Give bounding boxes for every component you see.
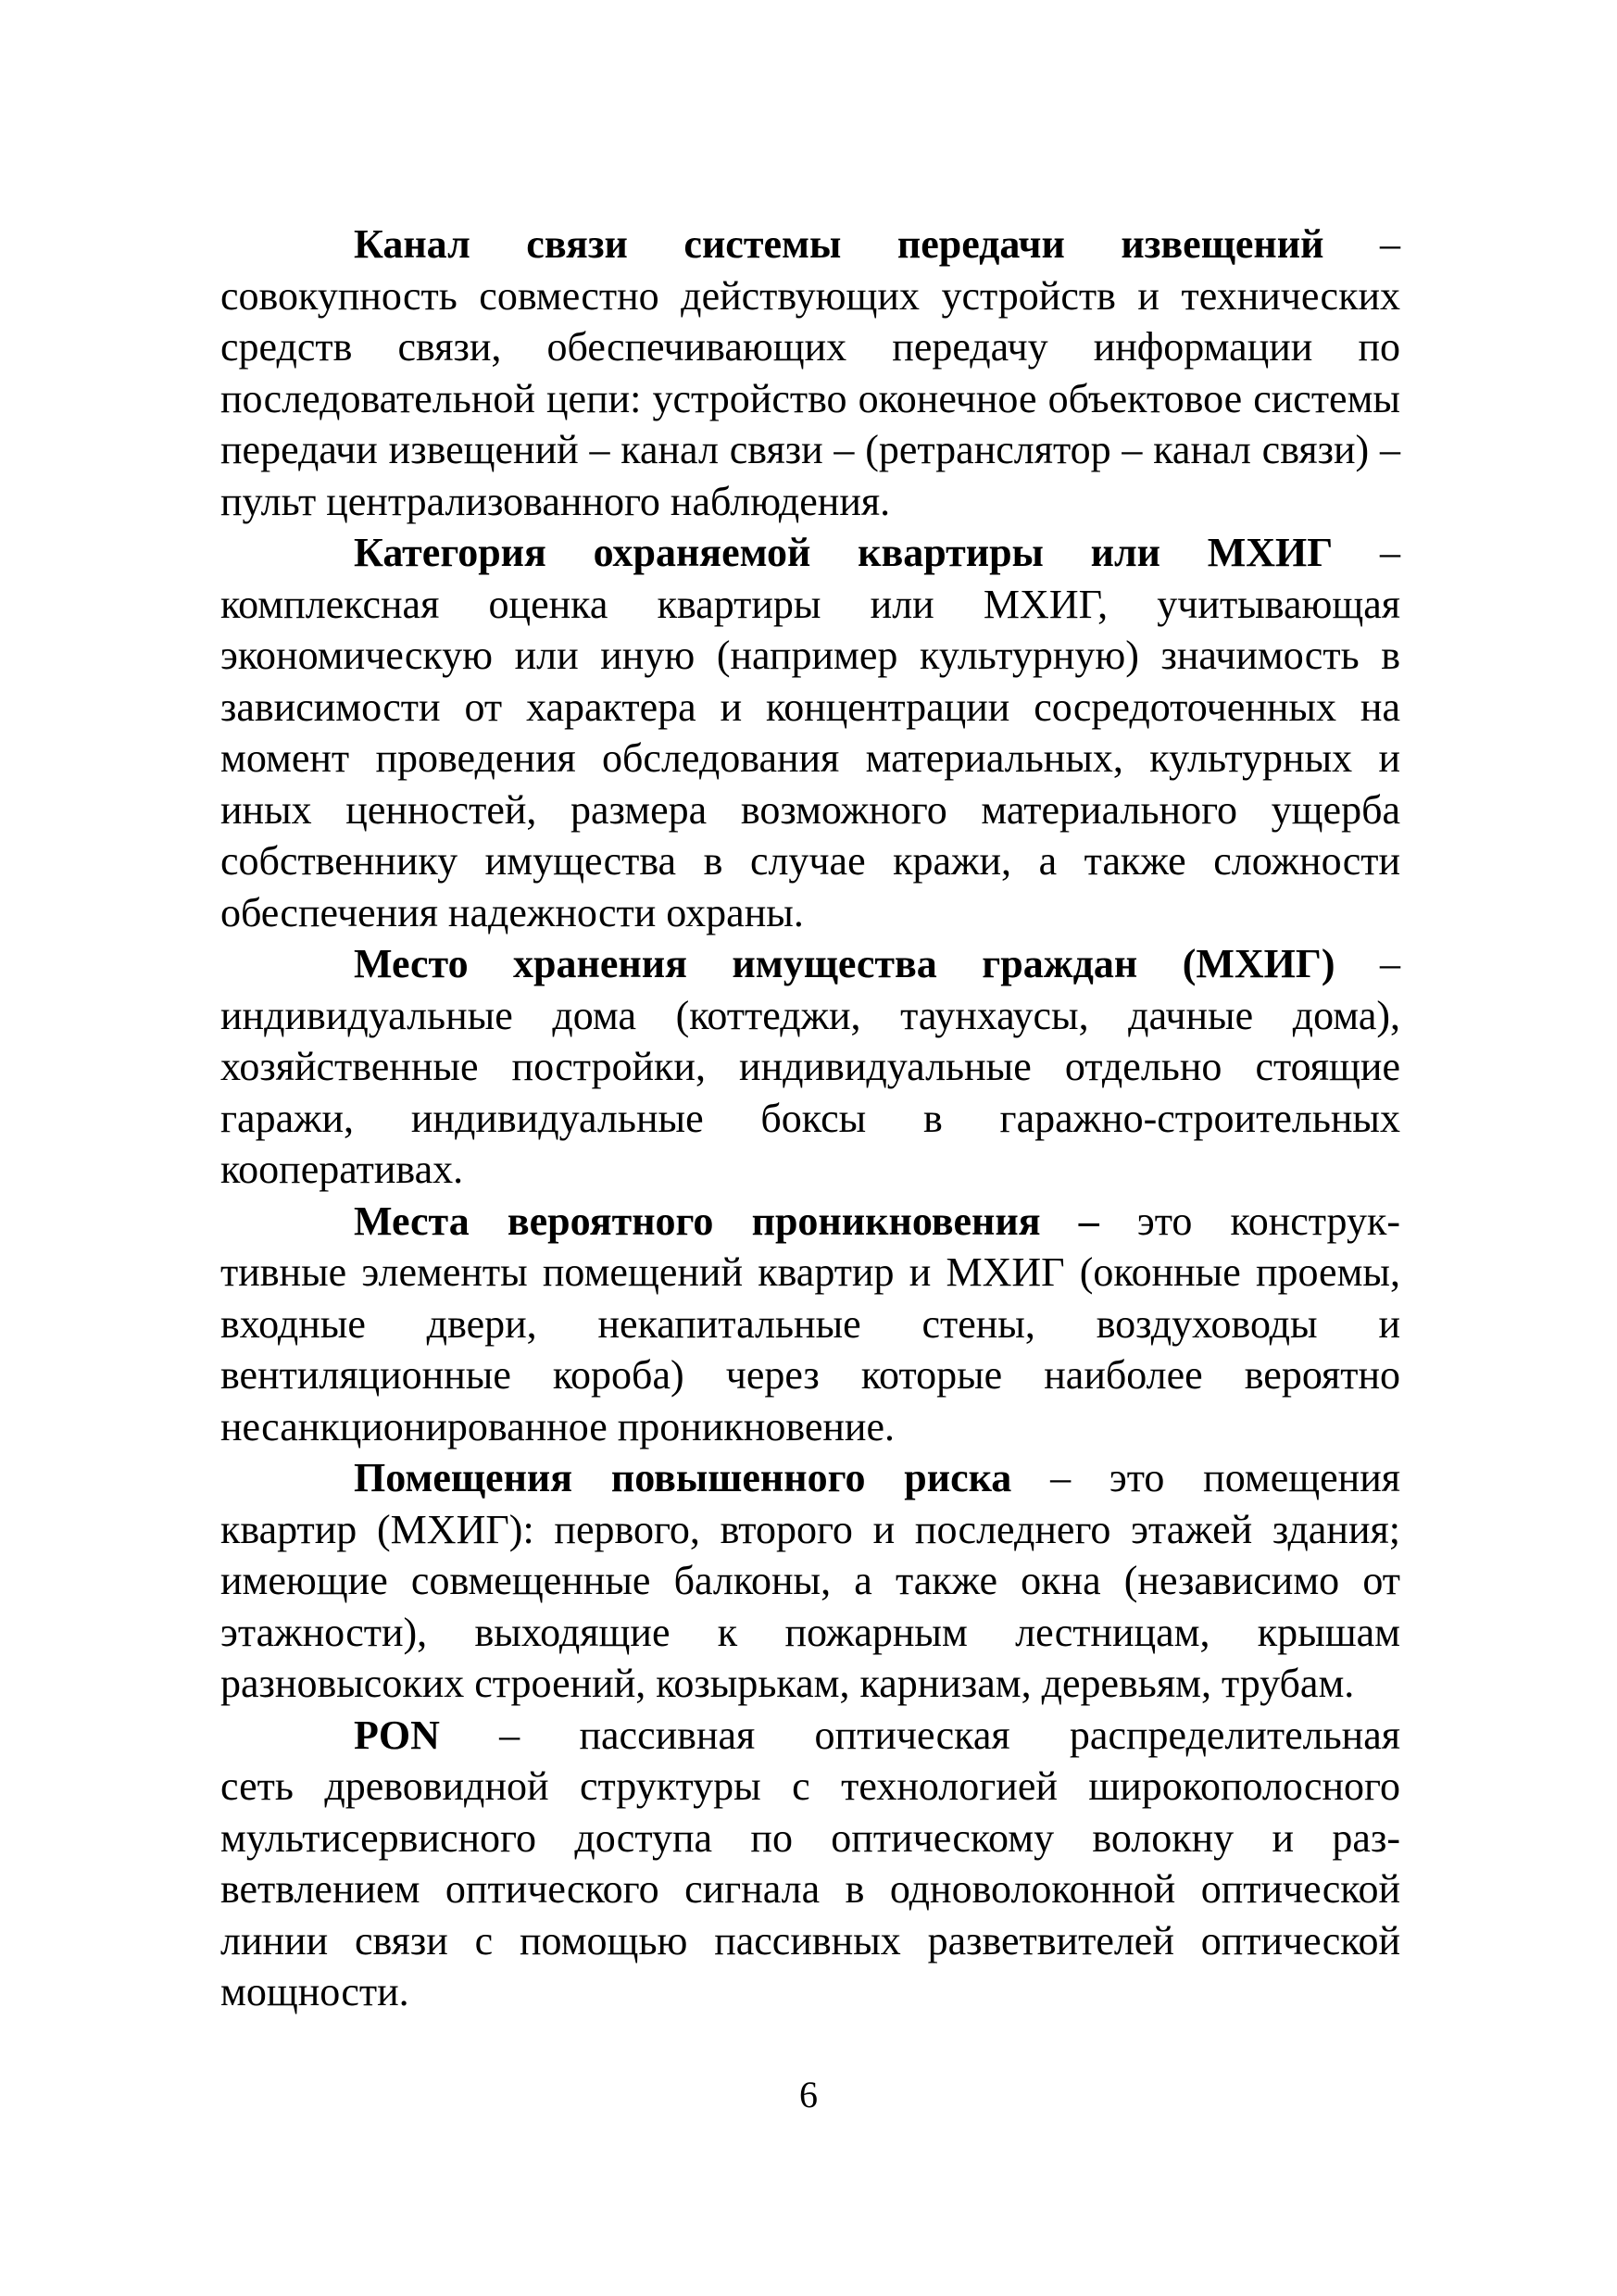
entry-dash: –	[1333, 530, 1400, 575]
entry-definition: сеть древовидной структуры с технологией широкополосного мультисервисного доступа по оптическому волокну и разветвлением оптического сигнала в одноволоконной оптической линии связи с помощью пассивных разветвителей оптической мощности.	[220, 1763, 1400, 2014]
entry-dash: – это помещения	[1011, 1455, 1401, 1500]
entry-term: PON	[354, 1712, 440, 1758]
glossary-entry-property-storage-place	[220, 938, 1400, 1196]
entry-definition: совокупность совместно действующих устройств и технических средств связи, обеспечивающих передачу информации по последовательной цепи: устройство оконечное объектовое системы передачи извещений – канал связи – (ретранслятор – канал связи) – пульт централизованного наблюдения.	[220, 272, 1400, 524]
entry-definition: квартир (МХИГ): первого, второго и последнего этажей здания; имеющие совмещенные балконы, а также окна (независимо от этажности), выходящие к пожарным лестницам, крышам разновысоких строений, козырькам, карнизам, деревьям, трубам.	[220, 1506, 1400, 1706]
entry-definition: индивидуальные дома (коттеджи, таунхаусы, дачные дома), хозяйственные постройки, индивидуальные отдельно стоящие гаражи, индивидуальные боксы в гаражно-строительных кооперативах.	[220, 992, 1400, 1192]
entry-lead	[220, 938, 1400, 990]
entry-definition: комплексная оценка квартиры или МХИГ, учитывающая экономическую или иную (например культурную) значимость в зависимости от характера и концентрации сосредоточенных на момент проведения обследования материальных, культурных и иных ценностей, размера возможного материального ущерба собственнику имущества в случае кражи, а также сложности обеспечения надежности охраны.	[220, 581, 1400, 935]
glossary-entry-high-risk-rooms	[220, 1452, 1400, 1710]
entry-lead	[220, 527, 1400, 579]
entry-lead	[220, 1196, 1400, 1248]
entry-dash: – пассивная оптическая распределительная	[439, 1712, 1400, 1758]
entry-lead	[220, 1710, 1400, 1762]
entry-dash: –	[1323, 221, 1400, 267]
entry-definition: тивные элементы помещений квартир и МХИГ (оконные проемы, входные двери, некапитальные стены, воздуховоды и вентиляционные короба) через которые наиболее вероятно несанкционированное проникновение.	[220, 1249, 1400, 1449]
entry-term: Помещения повышенного риска	[354, 1455, 1012, 1500]
entry-lead	[220, 219, 1400, 270]
page-number: 6	[799, 2074, 818, 2115]
page-content	[220, 219, 1400, 2018]
entry-term: Место хранения имущества граждан (МХИГ)	[354, 941, 1335, 986]
glossary-entry-communication-channel	[220, 219, 1400, 527]
entry-term: Категория охраняемой квартиры или МХИГ	[354, 530, 1334, 575]
glossary-entry-penetration-places	[220, 1196, 1400, 1453]
glossary-entry-apartment-category	[220, 527, 1400, 938]
entry-term: Места вероятного проникновения –	[354, 1198, 1099, 1244]
entry-lead	[220, 1452, 1400, 1504]
entry-dash: это конструк-	[1098, 1198, 1400, 1244]
entry-term: Канал связи системы передачи извещений	[354, 221, 1324, 267]
entry-dash: –	[1335, 941, 1401, 986]
glossary-entry-pon	[220, 1710, 1400, 2018]
